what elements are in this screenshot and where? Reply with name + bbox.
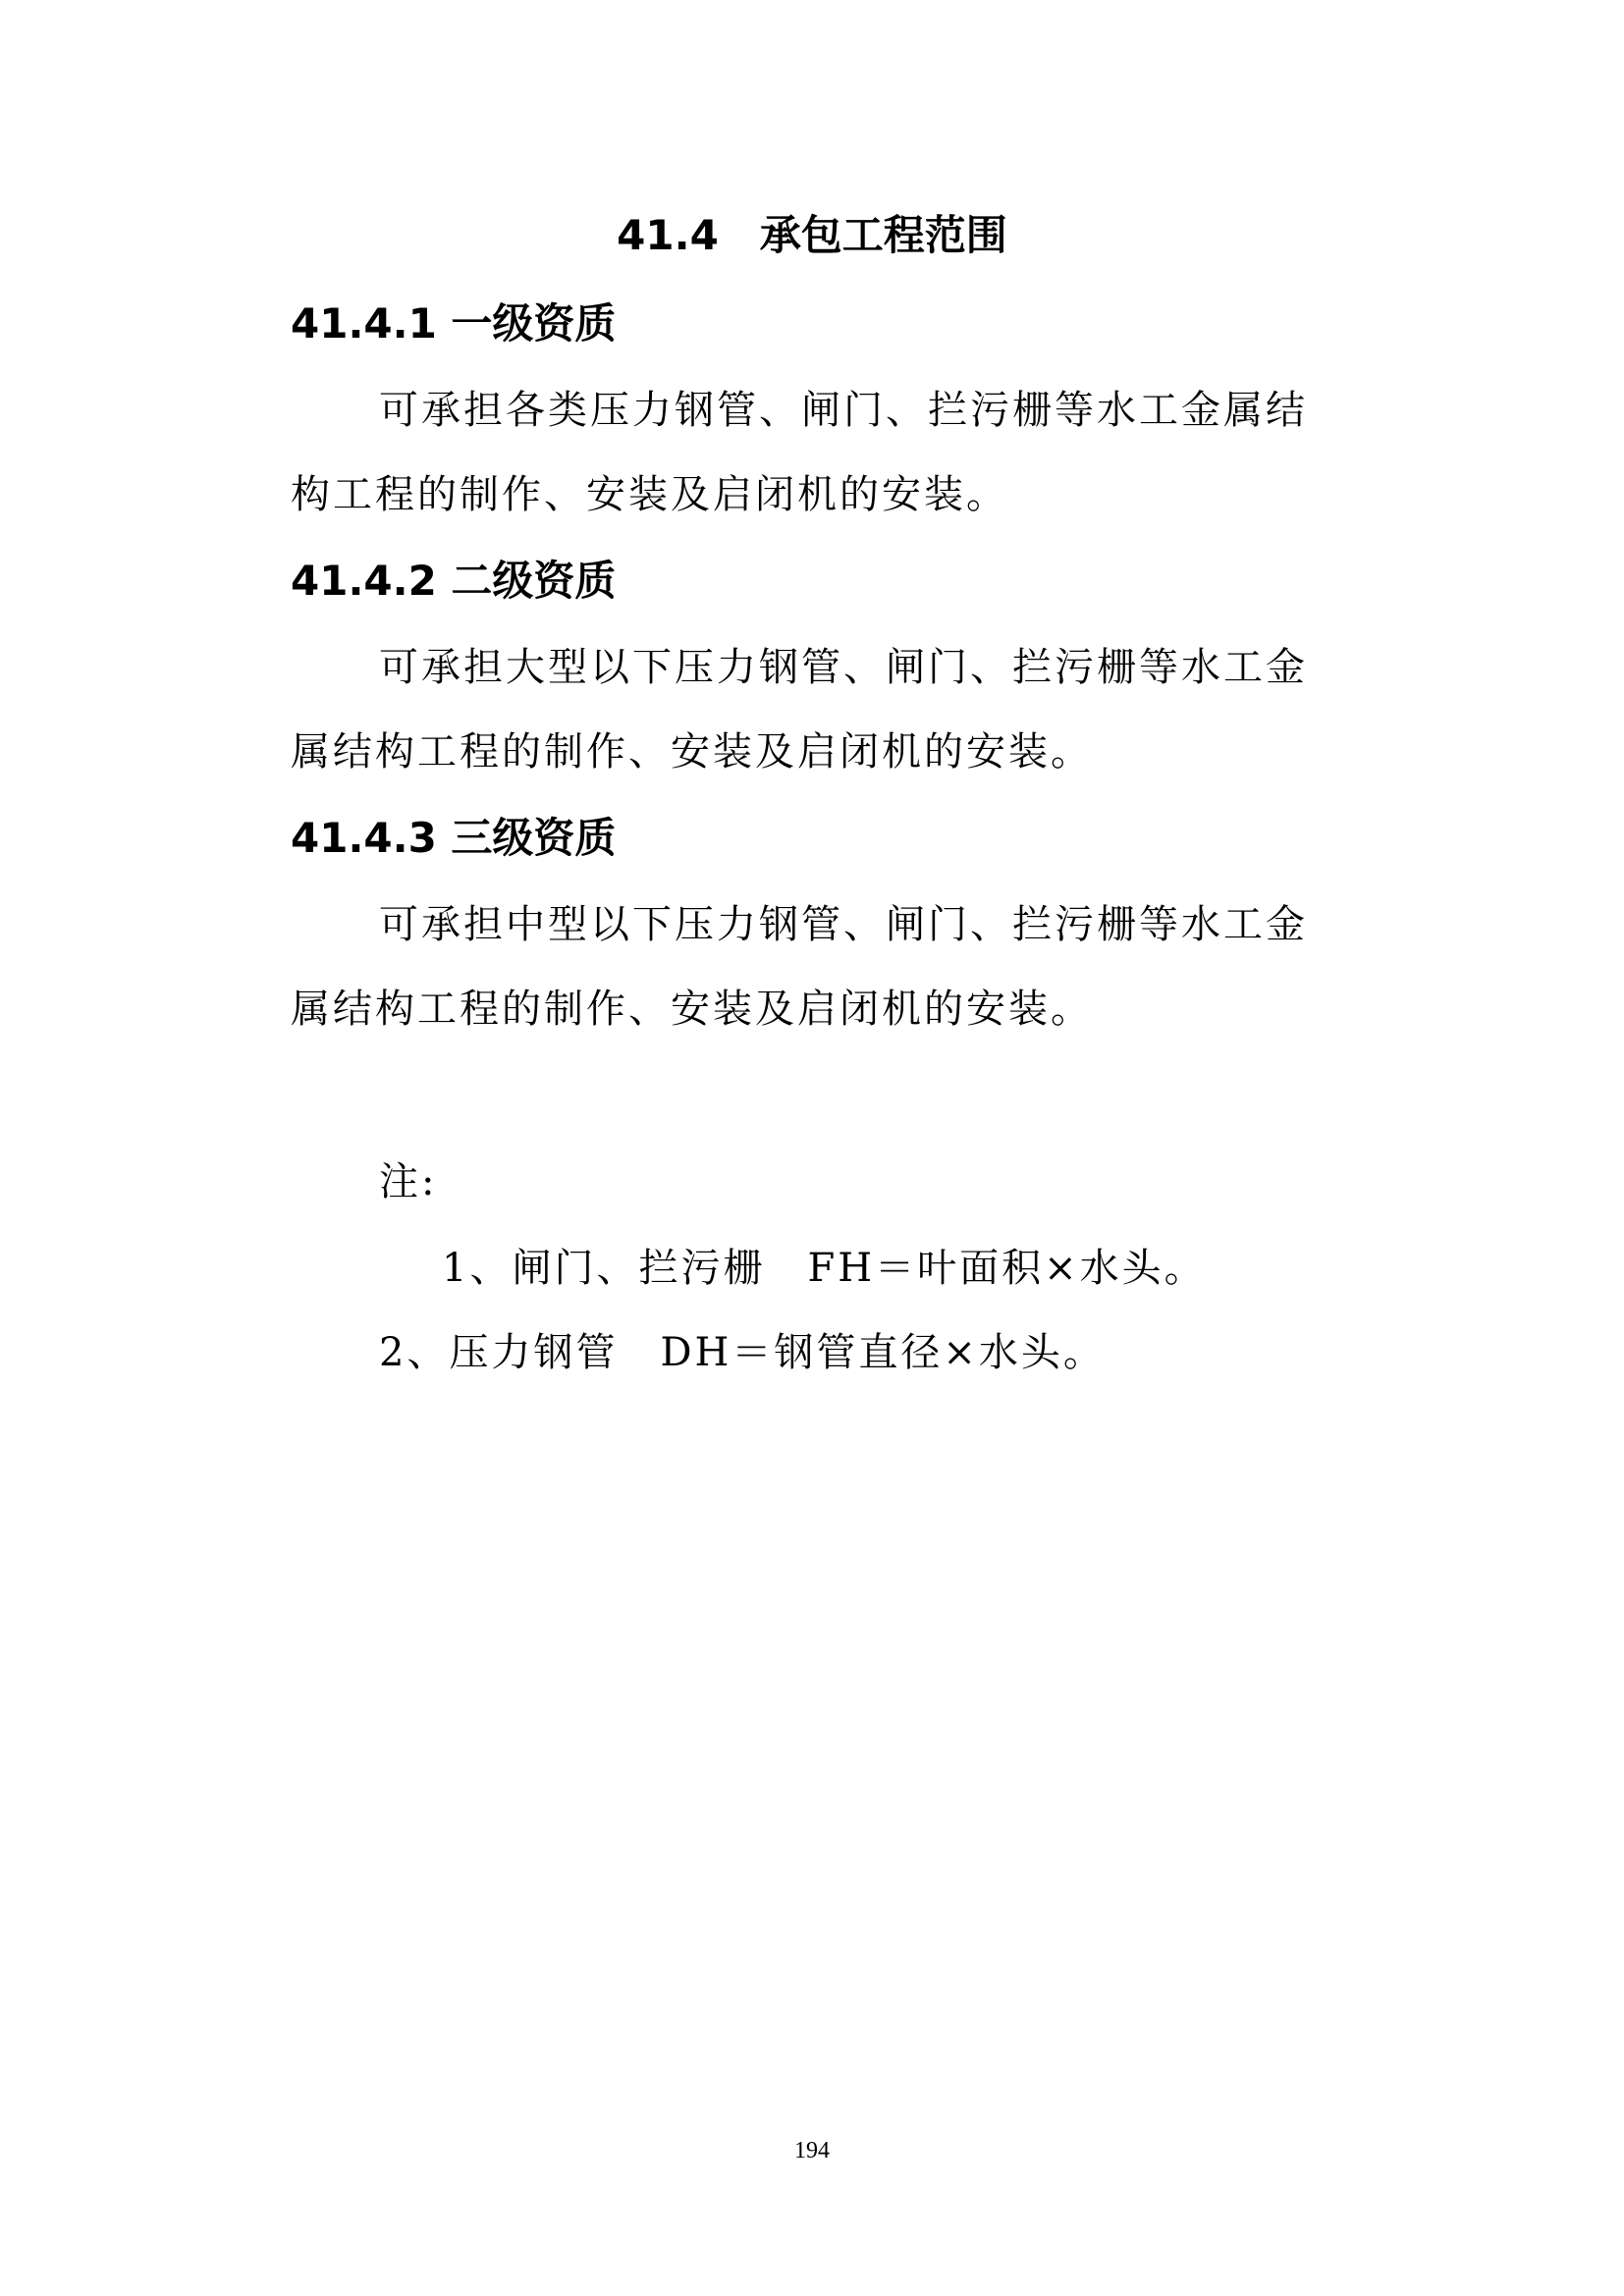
subsection-heading-level-1: 41.4.1 一级资质 xyxy=(291,299,617,347)
subsection-text-line: 可承担各类压力钢管、闸门、拦污栅等水工金属结 xyxy=(379,388,1308,433)
subsection-text-line: 可承担大型以下压力钢管、闸门、拦污栅等水工金 xyxy=(379,645,1308,690)
section-title: 41.4 承包工程范围 xyxy=(617,211,1007,259)
note-label: 注: xyxy=(379,1159,438,1204)
subsection-heading-level-3: 41.4.3 三级资质 xyxy=(291,814,617,862)
subsection-text-line: 属结构工程的制作、安装及启闭机的安装。 xyxy=(291,987,1093,1032)
note-item: 2、压力钢管 DH＝钢管直径×水头。 xyxy=(379,1330,1106,1375)
subsection-text-line: 构工程的制作、安装及启闭机的安装。 xyxy=(291,472,1008,517)
subsection-text-line: 属结构工程的制作、安装及启闭机的安装。 xyxy=(291,729,1093,774)
page-number: 194 xyxy=(794,2138,830,2163)
subsection-heading-level-2: 41.4.2 二级资质 xyxy=(291,557,617,605)
subsection-text-line: 可承担中型以下压力钢管、闸门、拦污栅等水工金 xyxy=(379,902,1308,947)
note-item: 1、闸门、拦污栅 FH＝叶面积×水头。 xyxy=(442,1246,1207,1291)
